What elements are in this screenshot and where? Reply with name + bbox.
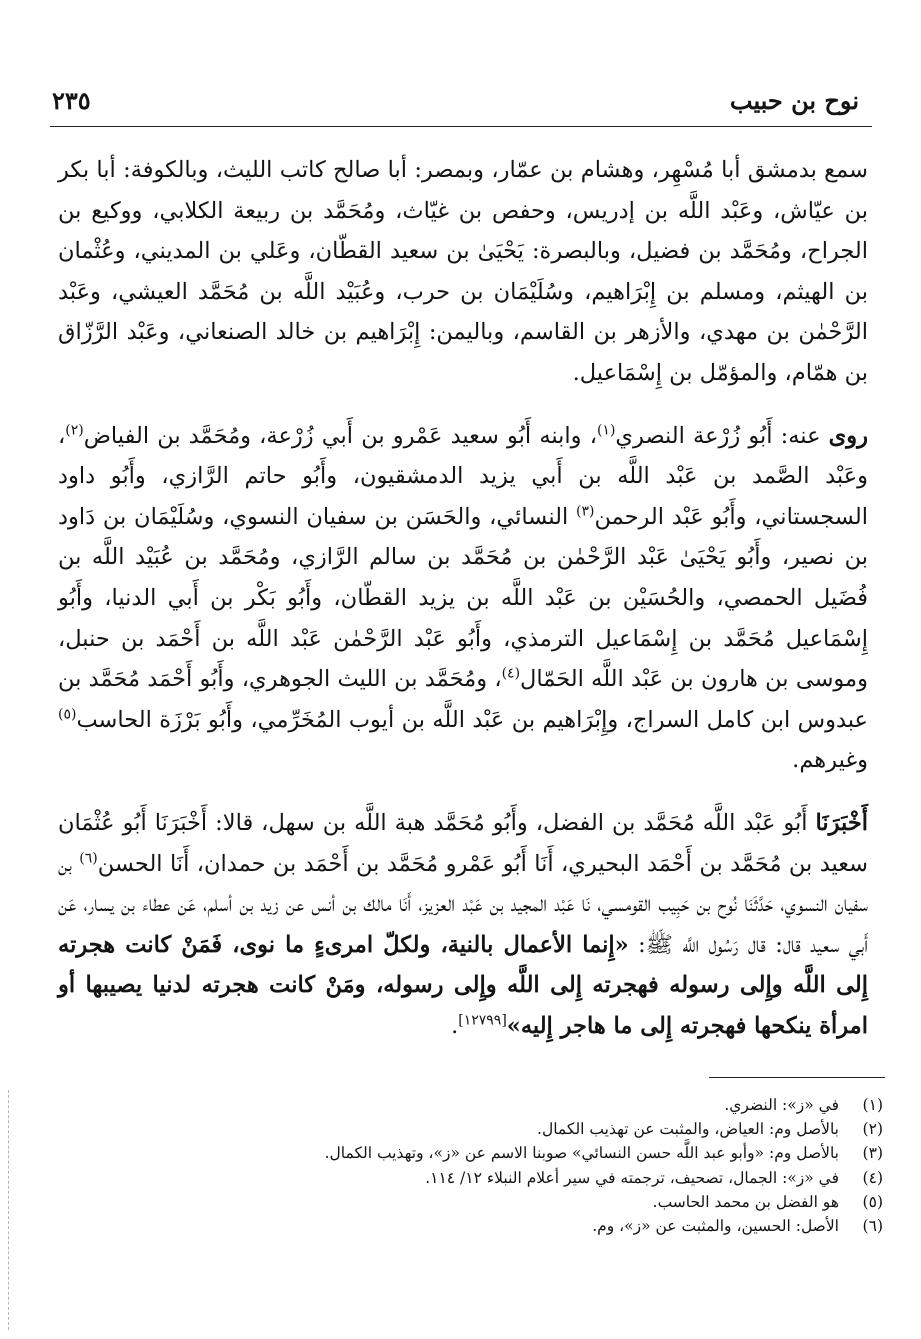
footnote-ref-4[interactable]: (٤): [501, 665, 521, 682]
students-text-6: وغيرهم.: [792, 747, 868, 774]
footnote-number: (٦): [862, 1217, 883, 1236]
footnote-item: [43, 1117, 883, 1141]
running-title: نوح بن حبيب: [729, 86, 859, 115]
footnote-item: [43, 1093, 883, 1117]
footnote-text: في «ز»: الجمال، تصحيف، ترجمته في سير أعلام النبلاء ١٢/ ١١٤.: [425, 1168, 839, 1187]
footnote-number: (٣): [862, 1144, 883, 1163]
isnad-text-1: أَبُو عَبْد اللَّه مُحَمَّد بن الفضل، وأَبُو مُحَمَّد هبة اللَّه بن سهل، قالا: أَخْبَرَنَا أَبُو عُثْمَان سعيد بن مُحَمَّد بن أَحْمَد البحيري، أَنَا أَبُو عَمْرو مُحَمَّد بن أَحْمَد بن حمدان، أَنَا الحسن: [58, 809, 868, 877]
main-text: [58, 150, 868, 1046]
footnote-ref-3[interactable]: (٣): [575, 503, 595, 520]
footnote-item: [43, 1190, 883, 1214]
footnote-item: [43, 1141, 883, 1165]
scan-edge-line: [8, 1090, 9, 1330]
footnote-number: (٥): [862, 1192, 883, 1211]
isnad-text-2: بن سفيان النسوي، حَدَّثَنَا نُوح بن حَبِيب القومسي، نَا عَبْد المجيد بن عَبْد العزيز، أَنَا مالك بن أنس عن زيد بن أسلم، عَن عطاء بن يسار، عَن أَبي سعيد قال: قال رَسُول اللَّه ﷺ:: [58, 850, 868, 958]
footnote-text: الأصل: الحسين، والمثبت عن «ز»، وم.: [592, 1217, 839, 1236]
students-text-4: النسائي، والحَسَن بن سفيان النسوي، وسُلَيْمَان بن دَاود بن نصير، وأَبُو يَحْيَىٰ عَبْد الرَّحْمٰن بن مُحَمَّد بن سالم الرَّازي، ومُحَمَّد بن عُبَيْد اللَّه بن فُضَيل الحمصي، والحُسَيْن بن عَبْد اللَّه بن يزيد القطّان، وأَبُو بَكْر بن أَبي الدنيا، وأَبُو إِسْمَاعيل مُحَمَّد بن إِسْمَاعيل الترمذي، وأَبُو عَبْد الرَّحْمٰن عَبْد اللَّه بن أَحْمَد بن حنبل، وموسى بن هارون بن عَبْد اللَّه الحَمّال: [58, 503, 868, 693]
students-text-1: عنه: أَبُو زُرْعة النصري: [615, 422, 829, 449]
footnote-ref-2[interactable]: (٢): [65, 422, 84, 439]
footnote-divider: [709, 1077, 885, 1078]
footnote-text: بالأصل وم: «وأبو عبد اللَّه حسن النسائي» صوبنا الاسم عن «ز»، وتهذيب الكمال.: [324, 1144, 839, 1163]
hadith-text: «إِنما الأعمال بالنية، ولكلّ امرىءٍ ما نوى، فَمَنْ كانت هجرته إِلى اللَّه وإِلى رسوله فهجرته إِلى اللَّه وإِلى رسوله، ومَنْ كانت هجرته لدنيا يصيبها أو امرأة ينكحها فهجرته إِلى ما هاجر إِليه»: [58, 931, 868, 1039]
footnotes-list: [43, 1093, 883, 1238]
footnote-ref-6[interactable]: (٦): [79, 850, 98, 866]
footnote-text: في «ز»: النضري.: [724, 1096, 839, 1114]
students-paragraph: [58, 416, 868, 781]
footnote-ref-5[interactable]: (٥): [58, 706, 77, 723]
students-text-2: ، وابنه أَبُو سعيد عَمْرو بن أَبي زُرْعة، ومُحَمَّد بن الفياض: [83, 422, 597, 449]
students-lead-word: روى: [828, 422, 868, 449]
footnote-number: (١): [862, 1096, 883, 1114]
isnad-paragraph: [58, 803, 868, 1047]
footnote-text: بالأصل وم: العياض، والمثبت عن تهذيب الكمال.: [537, 1120, 839, 1139]
footnote-item: [43, 1166, 883, 1190]
footnote-text: هو الفضل بن محمد الحاسب.: [652, 1192, 839, 1211]
isnad-lead-word: أَخْبَرَنَا: [815, 809, 868, 836]
students-text-5: ، ومُحَمَّد بن الليث الجوهري، وأَبُو أَحْمَد مُحَمَّد بن عبدوس ابن كامل السراج، وإِبْرَاهيم بن عَبْد اللَّه بن أيوب المُخَرِّمي، وأَبُو بَرْزَة الحاسب: [58, 666, 868, 733]
isnad-end: .: [451, 1012, 459, 1039]
footnote-number: (٢): [862, 1120, 883, 1139]
hadith-reference-number: [١٢٧٩٩]: [458, 1012, 507, 1029]
header-divider: [50, 126, 872, 127]
footnote-item: [43, 1214, 883, 1238]
students-text-3: ، وعَبْد الصَّمد بن عَبْد اللَّه بن أَبي يزيد الدمشقيون، وأَبُو حاتم الرَّازي، وأَبُو داود السجستاني، وأَبُو عَبْد الرحمن: [58, 422, 868, 530]
teachers-paragraph: سمع بدمشق أبا مُسْهِر، وهشام بن عمّار، وبمصر: أبا صالح كاتب الليث، وبالكوفة: أبا بكر بن عيّاش، وعَبْد اللَّه بن إدريس، وحفص بن غيّاث، ومُحَمَّد بن ربيعة الكلابي، ووكيع بن الجراح، ومُحَمَّد بن فضيل، وبالبصرة: يَحْيَىٰ بن سعيد القطّان، وعَلي بن المديني، وعُثْمان بن الهيثم، ومسلم بن إِبْرَاهيم، وسُلَيْمَان بن حرب، وعُبَيْد اللَّه بن مُحَمَّد العيشي، وعَبْد الرَّحْمٰن بن مهدي، والأزهر بن القاسم، وباليمن: إِبْرَاهيم بن خالد الصنعاني، وعَبْد الرَّزّاق بن همّام، والمؤمّل بن إِسْمَاعيل.: [58, 157, 868, 386]
footnote-number: (٤): [862, 1168, 883, 1187]
page-number: ٢٣٥: [52, 86, 91, 115]
footnote-ref-1[interactable]: (١): [596, 422, 616, 439]
